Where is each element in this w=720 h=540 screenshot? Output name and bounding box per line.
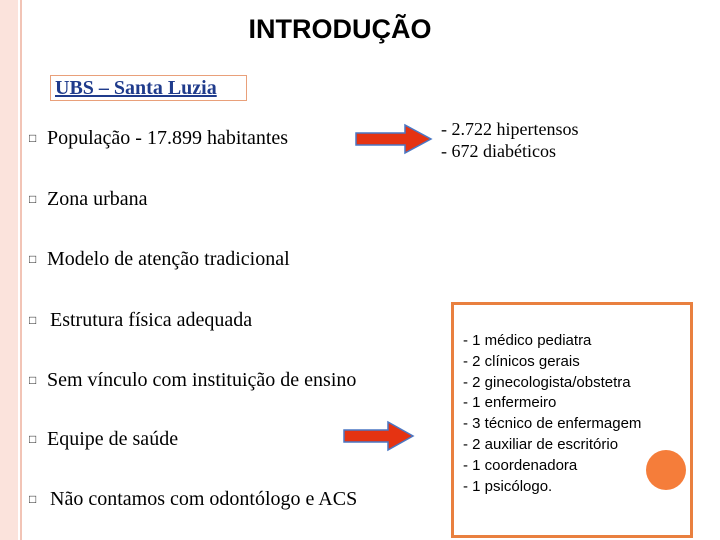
square-bullet-icon: □ bbox=[29, 372, 37, 387]
bullet-care-model: □ Modelo de atenção tradicional bbox=[29, 247, 290, 270]
team-item: - 2 auxiliar de escritório bbox=[463, 435, 619, 453]
square-bullet-icon: □ bbox=[29, 130, 37, 145]
team-list bbox=[463, 331, 641, 497]
subtitle: UBS – Santa Luzia bbox=[50, 75, 247, 101]
square-bullet-icon: □ bbox=[29, 431, 37, 446]
arrow-right-icon bbox=[355, 123, 433, 155]
bullet-health-team: □ Equipe de saúde bbox=[29, 427, 179, 450]
square-bullet-icon: □ bbox=[29, 491, 37, 506]
team-item: - 1 coordenadora bbox=[463, 456, 578, 474]
square-bullet-icon: □ bbox=[29, 312, 37, 327]
decorative-circle bbox=[646, 450, 686, 490]
stat-hypertensive: - 2.722 hipertensos bbox=[441, 119, 579, 139]
team-item: - 1 enfermeiro bbox=[463, 394, 557, 412]
arrow-right-icon bbox=[343, 420, 415, 452]
stats-block bbox=[441, 118, 578, 162]
square-bullet-icon: □ bbox=[29, 191, 37, 206]
bullet-population: □ População - 17.899 habitantes bbox=[29, 126, 289, 149]
left-decor-band bbox=[0, 0, 18, 540]
stat-diabetic: - 672 diabéticos bbox=[441, 141, 556, 161]
left-decor-line bbox=[20, 0, 22, 540]
team-item: - 1 psicólogo. bbox=[463, 477, 553, 495]
team-item: - 2 ginecologista/obstetra bbox=[463, 373, 631, 391]
team-item: - 3 técnico de enfermagem bbox=[463, 415, 642, 433]
team-item: - 2 clínicos gerais bbox=[463, 352, 580, 370]
bullet-no-dentist: □ Não contamos com odontólogo e ACS bbox=[29, 487, 358, 510]
square-bullet-icon: □ bbox=[29, 251, 37, 266]
bullet-physical-structure: □ Estrutura física adequada bbox=[29, 308, 253, 331]
team-item: - 1 médico pediatra bbox=[463, 332, 592, 349]
bullet-no-teaching-link: □ Sem vínculo com instituição de ensino bbox=[29, 368, 357, 391]
bullet-urban-zone: □ Zona urbana bbox=[29, 187, 148, 210]
slide-title: INTRODUÇÃO bbox=[248, 14, 432, 44]
